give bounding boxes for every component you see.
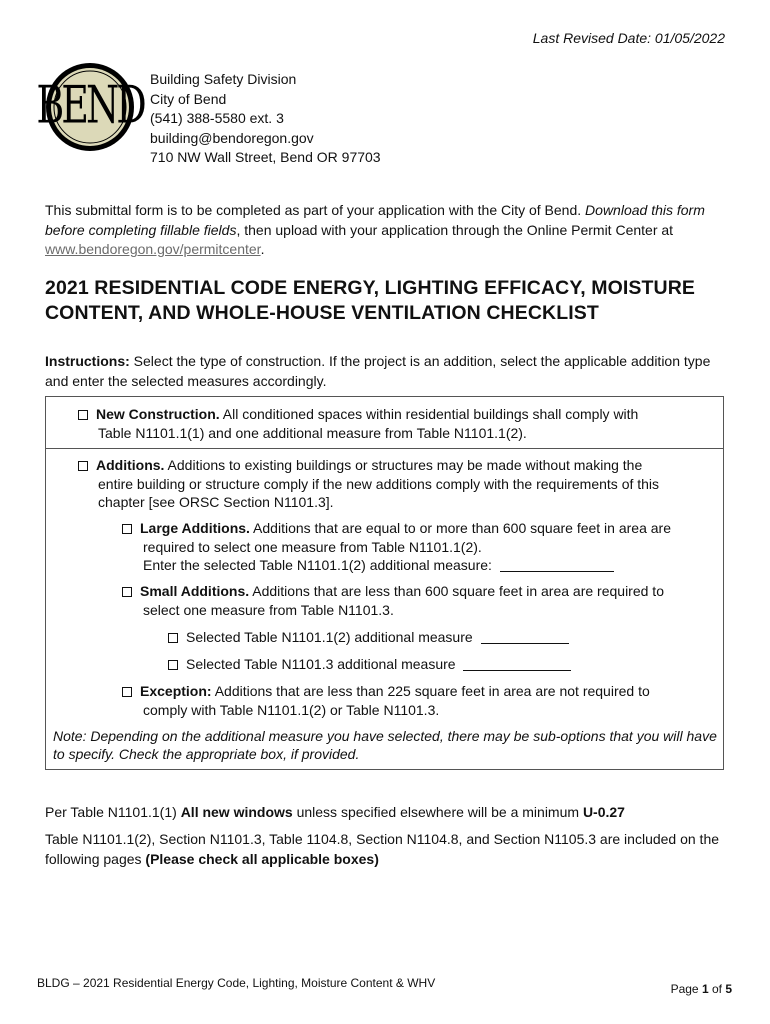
intro-italic-text: Download this form before completing fillable fields xyxy=(45,202,705,238)
page-label: Page xyxy=(670,982,702,996)
exception-text: Additions that are less than 225 square feet in area are not required to xyxy=(211,683,650,699)
last-revised-date: Last Revised Date: 01/05/2022 xyxy=(532,30,725,46)
windows-text-mid: unless specified elsewhere will be a minimum xyxy=(292,804,583,820)
instructions-text: Select the type of construction. If the project is an addition, select the applicable addition type and enter the selected measures accordingly. xyxy=(45,353,711,389)
windows-text-pre: Per Table N1101.1(1) xyxy=(45,804,181,820)
tables-note xyxy=(45,830,735,869)
email-address[interactable]: building@bendoregon.gov xyxy=(150,129,314,146)
sub2-label: Selected Table N1101.3 additional measure xyxy=(186,656,456,672)
instructions-label: Instructions: xyxy=(45,353,130,369)
windows-requirement xyxy=(45,803,735,822)
exception-checkbox[interactable] xyxy=(122,687,132,697)
city-name: City of Bend xyxy=(150,90,227,107)
phone-number: (541) 388-5580 ext. 3 xyxy=(150,110,284,126)
page-current: 1 xyxy=(701,982,709,996)
exception-option xyxy=(122,682,722,719)
city-of-bend-logo xyxy=(36,62,144,152)
instructions xyxy=(45,351,735,391)
permit-center-link[interactable]: www.bendoregon.gov/permitcenter xyxy=(45,241,261,257)
title-line-2: CONTENT, AND WHOLE-HOUSE VENTILATION CHECKLIST xyxy=(45,302,599,324)
title-line-1: 2021 RESIDENTIAL CODE ENERGY, LIGHTING EFFICACY, MOISTURE xyxy=(45,277,696,299)
contact-block xyxy=(150,70,381,168)
tables-note-text: Table N1101.1(2), Section N1101.3, Table 1104.8, Section N1104.8, and Section N1105.3 are included on the following pages xyxy=(45,831,720,867)
tables-note-bold: (Please check all applicable boxes) xyxy=(145,850,379,867)
exception-label: Exception: xyxy=(140,683,212,699)
intro-text: This submittal form is to be completed as part of your application with the City of Bend. xyxy=(45,202,586,218)
intro-text-2: , then upload with your application through the Online Permit Center at xyxy=(236,221,674,238)
page-number xyxy=(671,982,732,996)
note-text: Note: Depending on the additional measure you have selected, there may be sub-options that you will have to specify. Check the appropriate box, if provided. xyxy=(53,728,717,762)
sub1-checkbox[interactable] xyxy=(168,633,178,643)
sub1-label: Selected Table N1101.1(2) additional measure xyxy=(186,629,473,645)
large-additions-option xyxy=(122,519,722,575)
additions-text: Additions to existing buildings or structures may be made without making the xyxy=(164,457,643,473)
sub1-measure-field[interactable] xyxy=(481,631,569,644)
additions-checkbox[interactable] xyxy=(78,461,88,471)
small-additions-text: Additions that are less than 600 square feet in area are required to xyxy=(249,583,664,599)
additions-label: Additions. xyxy=(96,457,165,473)
large-additions-measure-row xyxy=(122,556,722,575)
small-additions-checkbox[interactable] xyxy=(122,587,132,597)
new-construction-text: All conditioned spaces within residential buildings shall comply with xyxy=(219,406,639,422)
page-total: 5 xyxy=(725,982,732,996)
large-additions-text: Additions that are equal to or more than 600 square feet in area are xyxy=(249,520,671,536)
additions-text-2: entire building or structure comply if the new additions comply with the requirements of this xyxy=(98,475,660,492)
intro-paragraph xyxy=(45,201,735,260)
page-of: of xyxy=(708,982,726,996)
small-additions-option xyxy=(122,582,722,619)
exception-text-2: comply with Table N1101.1(2) or Table N1101.3. xyxy=(143,701,440,718)
street-address: 710 NW Wall Street, Bend OR 97703 xyxy=(150,149,381,165)
small-additions-label: Small Additions. xyxy=(140,583,250,599)
large-additions-label: Large Additions. xyxy=(140,520,250,536)
large-additions-measure-label: Enter the selected Table N1101.1(2) additional measure: xyxy=(143,557,492,573)
footer-document-title: BLDG – 2021 Residential Energy Code, Lighting, Moisture Content & WHV xyxy=(37,976,436,990)
logo-text: BEND xyxy=(36,75,144,136)
sub2-checkbox[interactable] xyxy=(168,660,178,670)
box-divider xyxy=(45,448,724,449)
additions-option xyxy=(78,456,718,512)
page-title xyxy=(45,276,735,326)
large-additions-checkbox[interactable] xyxy=(122,524,132,534)
sub2-measure-field[interactable] xyxy=(463,658,571,671)
new-construction-option xyxy=(78,405,718,442)
division-name: Building Safety Division xyxy=(150,71,297,87)
u-value: U-0.27 xyxy=(582,804,625,820)
small-additions-sub2 xyxy=(168,655,571,674)
large-additions-measure-field[interactable] xyxy=(500,559,614,572)
windows-bold: All new windows xyxy=(180,804,293,820)
new-construction-text-2: Table N1101.1(1) and one additional measure from Table N1101.1(2). xyxy=(98,424,527,441)
new-construction-checkbox[interactable] xyxy=(78,410,88,420)
new-construction-label: New Construction. xyxy=(96,406,220,422)
city-seal-icon xyxy=(36,62,144,152)
additions-text-3: chapter [see ORSC Section N1101.3]. xyxy=(98,494,334,510)
intro-end: . xyxy=(260,241,265,257)
small-additions-text-2: select one measure from Table N1101.3. xyxy=(143,601,394,618)
small-additions-sub1 xyxy=(168,628,569,647)
large-additions-text-2: required to select one measure from Table N1101.1(2). xyxy=(143,538,482,555)
